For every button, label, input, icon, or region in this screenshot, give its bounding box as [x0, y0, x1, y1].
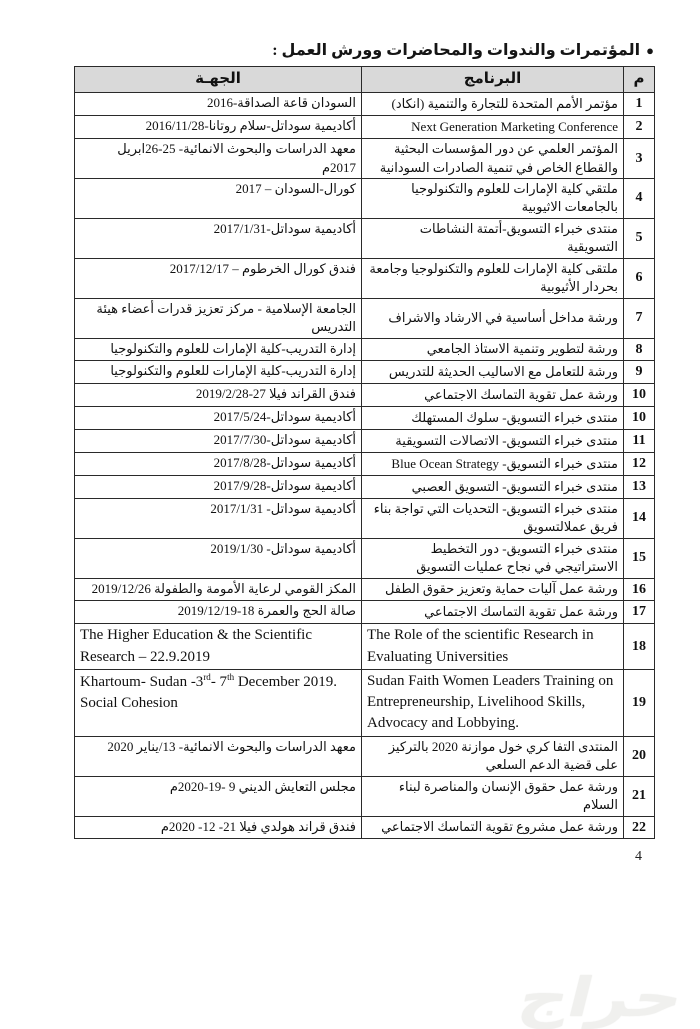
program-cell: منتدى خبراء التسويق- Blue Ocean Strategy [362, 452, 624, 475]
row-number-cell: 17 [624, 601, 655, 624]
venue-cell: أكاديمية سوداتل-2017/9/28 [75, 475, 362, 498]
row-number-cell: 2 [624, 116, 655, 139]
row-number-cell: 5 [624, 218, 655, 258]
program-cell: ملتقي كلية الإمارات للعلوم والتكنولوجيا بالجامعات الاثيوبية [362, 178, 624, 218]
program-cell: ورشة للتعامل مع الاساليب الحديثة للتدريس [362, 361, 624, 384]
venue-cell: صالة الحج والعمرة 18-2019/12/19 [75, 601, 362, 624]
row-number-cell: 11 [624, 430, 655, 453]
venue-cell: معهد الدراسات والبحوث الانمائية- 25-26ابريل 2017م [75, 139, 362, 179]
row-number-cell: 14 [624, 498, 655, 538]
program-cell: ورشة عمل حقوق الإنسان والمناصرة لبناء السلام [362, 776, 624, 816]
page-number: 4 [635, 849, 642, 865]
table-row [75, 384, 655, 407]
table-row [75, 430, 655, 453]
row-number-cell: 20 [624, 736, 655, 776]
table-row [75, 116, 655, 139]
row-number-cell: 7 [624, 298, 655, 338]
row-number-cell: 16 [624, 578, 655, 601]
program-cell: منتدى خبراء التسويق- التسويق العصبي [362, 475, 624, 498]
venue-cell: أكاديمية سوداتل- 2017/1/31 [75, 498, 362, 538]
table-body [75, 93, 655, 839]
program-cell: منتدى خبراء التسويق- الاتصالات التسويقية [362, 430, 624, 453]
column-header-program: البرنامج [362, 67, 624, 93]
table-row [75, 816, 655, 839]
program-cell: ورشة عمل مشروع تقوية التماسك الاجتماعي [362, 816, 624, 839]
column-header-num: م [624, 67, 655, 93]
table-header-row [75, 67, 655, 93]
table-row [75, 258, 655, 298]
table-row [75, 669, 655, 736]
program-cell: منتدى خبراء التسويق-أتمتة النشاطات التسويقية [362, 218, 624, 258]
row-number-cell: 4 [624, 178, 655, 218]
table-row [75, 452, 655, 475]
row-number-cell: 10 [624, 407, 655, 430]
venue-cell: The Higher Education & the Scientific Research – 22.9.2019 [75, 624, 362, 670]
row-number-cell: 13 [624, 475, 655, 498]
program-cell: المؤتمر العلمي عن دور المؤسسات البحثية والقطاع الخاص في تنمية الصادرات السودانية [362, 139, 624, 179]
venue-cell: فندق قراند هولدي فيلا 21- 12- 2020م [75, 816, 362, 839]
venue-cell: الجامعة الإسلامية - مركز تعزيز قدرات أعضاء هيئة التدريس [75, 298, 362, 338]
venue-cell: Khartoum- Sudan -3rd- 7th December 2019. Social Cohesion [75, 669, 362, 736]
table-row [75, 578, 655, 601]
venue-cell: كورال-السودان – 2017 [75, 178, 362, 218]
program-cell: منتدى خبراء التسويق- دور التخطيط الاستراتيجي في نجاح عمليات التسويق [362, 538, 624, 578]
row-number-cell: 15 [624, 538, 655, 578]
program-cell: منتدى خبراء التسويق- سلوك المستهلك [362, 407, 624, 430]
row-number-cell: 22 [624, 816, 655, 839]
venue-cell: فندق كورال الخرطوم – 2017/12/17 [75, 258, 362, 298]
table-row [75, 776, 655, 816]
venue-cell: إدارة التدريب-كلية الإمارات للعلوم والتكنولوجيا [75, 361, 362, 384]
table-row [75, 475, 655, 498]
program-cell: ورشة عمل تقوية التماسك الاجتماعي [362, 384, 624, 407]
row-number-cell: 21 [624, 776, 655, 816]
watermark-logo: حراج [512, 966, 691, 1029]
table-row [75, 93, 655, 116]
table-row [75, 178, 655, 218]
venue-cell: أكاديمية سوداتل-2017/1/31 [75, 218, 362, 258]
program-cell: ورشة عمل تقوية التماسك الاجتماعي [362, 601, 624, 624]
row-number-cell: 6 [624, 258, 655, 298]
program-cell: مؤتمر الأمم المتحدة للتجارة والتنمية (انكاد) [362, 93, 624, 116]
venue-cell: أكاديمية سوداتل- 2019/1/30 [75, 538, 362, 578]
program-cell: منتدى خبراء التسويق- التحديات التي تواجة بناء فريق عملالتسويق [362, 498, 624, 538]
venue-cell: السودان قاعة الصداقة-2016 [75, 93, 362, 116]
program-cell: ورشة عمل آليات حماية وتعزيز حقوق الطفل [362, 578, 624, 601]
program-cell: ورشة مداخل أساسية في الارشاد والاشراف [362, 298, 624, 338]
table-row [75, 601, 655, 624]
table-row [75, 498, 655, 538]
table-row [75, 407, 655, 430]
row-number-cell: 10 [624, 384, 655, 407]
program-cell: ملتقى كلية الإمارات للعلوم والتكنولوجيا وجامعة بحردار الأثيوبية [362, 258, 624, 298]
row-number-cell: 18 [624, 624, 655, 670]
venue-cell: أكاديمية سوداتل-2017/5/24 [75, 407, 362, 430]
table-row [75, 338, 655, 361]
column-header-venue: الجهـة [75, 67, 362, 93]
row-number-cell: 19 [624, 669, 655, 736]
program-cell: Next Generation Marketing Conference [362, 116, 624, 139]
program-cell: Sudan Faith Women Leaders Training on Entrepreneurship, Livelihood Skills, Advocacy and Lobbying. [362, 669, 624, 736]
venue-cell: أكاديمية سوداتل-2017/7/30 [75, 430, 362, 453]
venue-cell: معهد الدراسات والبحوث الانمائية- 13/يناير 2020 [75, 736, 362, 776]
venue-cell: المكز القومي لرعاية الأمومة والطفولة 2019/12/26 [75, 578, 362, 601]
section-title-text: المؤتمرات والندوات والمحاضرات وورش العمل : [272, 42, 641, 59]
table-row [75, 624, 655, 670]
section-title [0, 40, 654, 60]
row-number-cell: 1 [624, 93, 655, 116]
table-row [75, 298, 655, 338]
program-cell: ورشة لتطوير وتنمية الاستاذ الجامعي [362, 338, 624, 361]
program-cell: The Role of the scientific Research in Evaluating Universities [362, 624, 624, 670]
bullet-icon: ● [646, 43, 654, 59]
venue-cell: فندق القراند فيلا 27-2019/2/28 [75, 384, 362, 407]
row-number-cell: 8 [624, 338, 655, 361]
document-page [0, 40, 700, 1029]
row-number-cell: 12 [624, 452, 655, 475]
program-cell: المنتدى التفا كري خول موازنة 2020 بالتركيز على قضية الدعم السلعي [362, 736, 624, 776]
table-row [75, 361, 655, 384]
venue-cell: إدارة التدريب-كلية الإمارات للعلوم والتكنولوجيا [75, 338, 362, 361]
table-row [75, 139, 655, 179]
venue-cell: مجلس التعايش الديني 9 -19-2020م [75, 776, 362, 816]
table-row [75, 736, 655, 776]
conferences-table [74, 66, 655, 839]
table-row [75, 538, 655, 578]
venue-cell: أكاديمية سوداتل-سلام روتانا-2016/11/28 [75, 116, 362, 139]
venue-cell: أكاديمية سوداتل-2017/8/28 [75, 452, 362, 475]
table-row [75, 218, 655, 258]
row-number-cell: 9 [624, 361, 655, 384]
row-number-cell: 3 [624, 139, 655, 179]
